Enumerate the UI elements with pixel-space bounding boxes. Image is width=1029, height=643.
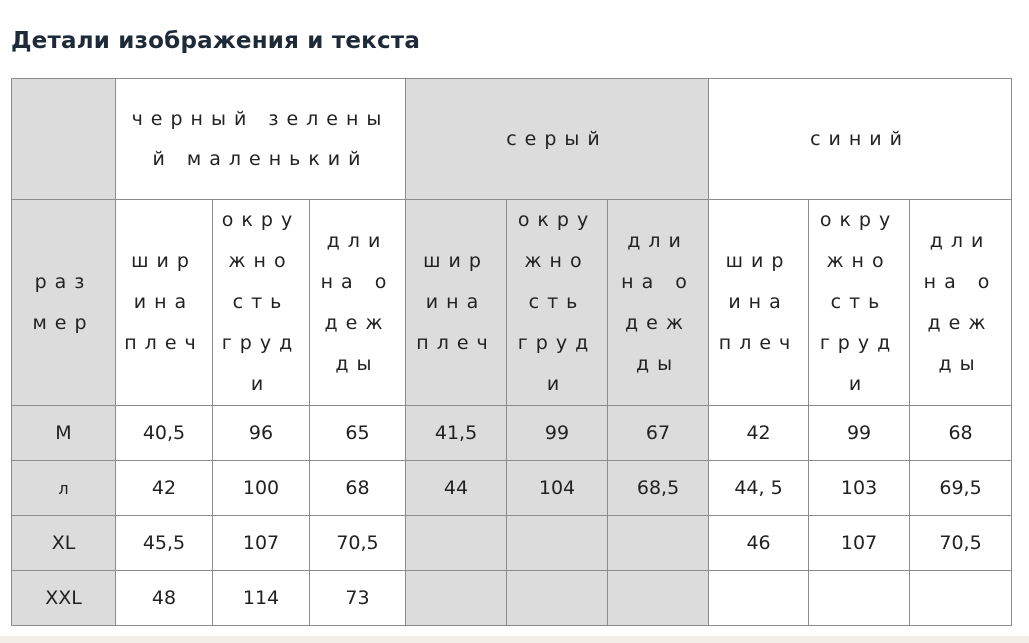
- metric-label: окружность груди: [517, 209, 597, 395]
- color-label: серый: [506, 128, 608, 150]
- value-cell: 99: [809, 406, 910, 461]
- metric-label: окружность груди: [819, 209, 899, 395]
- value-cell: 44, 5: [709, 461, 809, 516]
- value-cell: [709, 571, 809, 626]
- size-cell: M: [12, 406, 116, 461]
- value-cell: [507, 571, 608, 626]
- value-cell: 69,5: [910, 461, 1012, 516]
- value-cell: 40,5: [116, 406, 213, 461]
- color-header-blue: [709, 79, 1012, 200]
- value-cell: [809, 571, 910, 626]
- color-header-gray: [406, 79, 709, 200]
- page-title: Детали изображения и текста: [11, 28, 421, 54]
- value-cell: 107: [213, 516, 310, 571]
- value-cell: 42: [709, 406, 809, 461]
- metric-label: ширина плеч: [416, 250, 496, 354]
- value-cell: 100: [213, 461, 310, 516]
- value-cell: 114: [213, 571, 310, 626]
- value-cell: 103: [809, 461, 910, 516]
- table-row: [12, 516, 1012, 571]
- value-cell: 68,5: [608, 461, 709, 516]
- metric-label: длина одежды: [621, 229, 695, 375]
- value-cell: 67: [608, 406, 709, 461]
- color-header-row: [12, 79, 1012, 200]
- size-cell: XL: [12, 516, 116, 571]
- value-cell: 68: [310, 461, 406, 516]
- metric-label: ширина плеч: [124, 250, 204, 354]
- value-cell: [507, 516, 608, 571]
- corner-cell: [12, 79, 116, 200]
- size-header-cell: [12, 200, 116, 406]
- table-row: [12, 461, 1012, 516]
- value-cell: 96: [213, 406, 310, 461]
- value-cell: 44: [406, 461, 507, 516]
- size-cell: л: [12, 461, 116, 516]
- value-cell: 104: [507, 461, 608, 516]
- metric-header-row: [12, 200, 1012, 406]
- size-cell: XXL: [12, 571, 116, 626]
- value-cell: 68: [910, 406, 1012, 461]
- size-table: [11, 78, 1012, 626]
- value-cell: 70,5: [910, 516, 1012, 571]
- metric-header-chest: [213, 200, 310, 406]
- value-cell: 107: [809, 516, 910, 571]
- value-cell: 70,5: [310, 516, 406, 571]
- metric-header-chest: [809, 200, 910, 406]
- metric-label: длина одежды: [923, 229, 998, 375]
- color-label: синий: [810, 128, 910, 150]
- metric-label: ширина плеч: [718, 250, 799, 354]
- metric-header-shoulder-width: [709, 200, 809, 406]
- metric-header-shoulder-width: [116, 200, 213, 406]
- value-cell: 65: [310, 406, 406, 461]
- metric-header-length: [608, 200, 709, 406]
- metric-label: окружность груди: [221, 209, 301, 395]
- value-cell: 48: [116, 571, 213, 626]
- value-cell: [608, 516, 709, 571]
- table-row: [12, 571, 1012, 626]
- value-cell: [406, 516, 507, 571]
- table-row: [12, 406, 1012, 461]
- value-cell: 41,5: [406, 406, 507, 461]
- metric-header-shoulder-width: [406, 200, 507, 406]
- value-cell: [910, 571, 1012, 626]
- metric-header-chest: [507, 200, 608, 406]
- value-cell: 45,5: [116, 516, 213, 571]
- metric-header-length: [310, 200, 406, 406]
- metric-label: длина одежды: [320, 229, 395, 375]
- color-label: черный зеленый маленький: [131, 108, 390, 170]
- value-cell: 73: [310, 571, 406, 626]
- value-cell: 99: [507, 406, 608, 461]
- size-header-label: размер: [32, 270, 95, 334]
- value-cell: [608, 571, 709, 626]
- color-header-black-green-small: [116, 79, 406, 200]
- value-cell: [406, 571, 507, 626]
- metric-header-length: [910, 200, 1012, 406]
- bottom-image-edge: [0, 636, 1029, 643]
- value-cell: 46: [709, 516, 809, 571]
- value-cell: 42: [116, 461, 213, 516]
